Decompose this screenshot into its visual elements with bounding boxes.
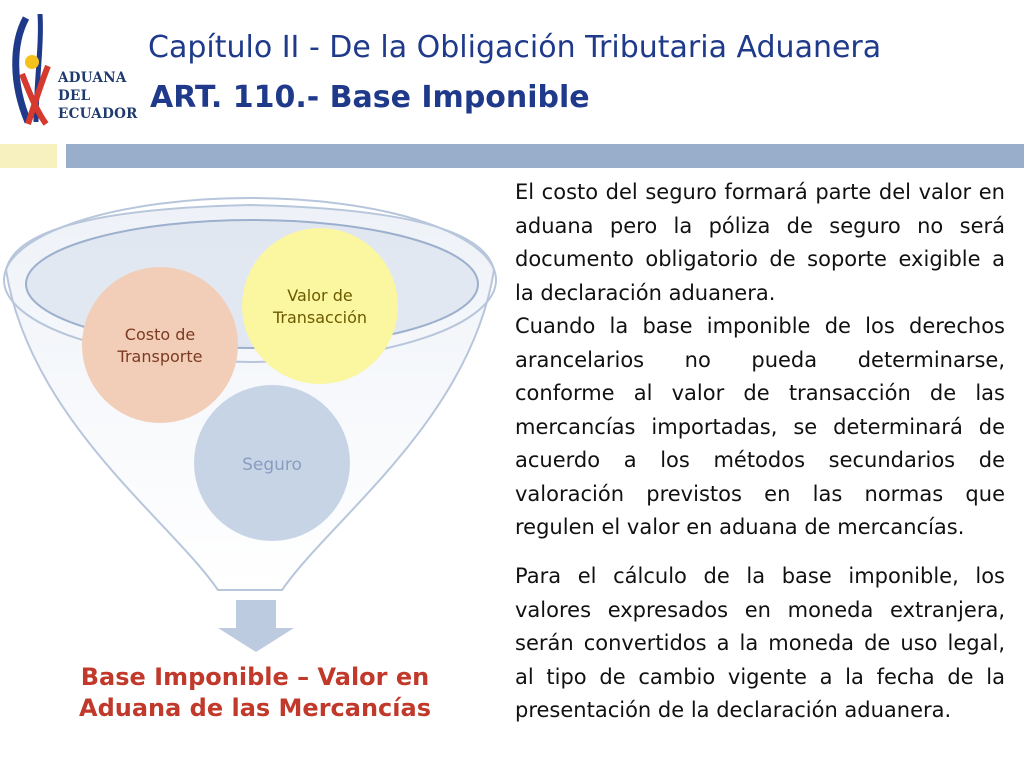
bubble-costo-label-line2: Transporte xyxy=(117,347,203,366)
bubble-valor-label-line1: Valor de xyxy=(287,286,353,305)
slide-subtitle: ART. 110.- Base Imponible xyxy=(150,80,590,115)
paragraph-moneda-extranjera: Para el cálculo de la base imponible, los valores expresados en moneda extranjera, serán convertidos a la moneda de uso legal, al tipo de cambio vigente a la fecha de la presentación de la declaración aduanera. xyxy=(515,564,1005,722)
logo-text-del: DEL xyxy=(58,88,91,104)
bubble-seguro-label: Seguro xyxy=(242,455,302,475)
result-label-line1: Base Imponible – Valor en xyxy=(80,663,430,691)
result-label-line2: Aduana de las Mercancías xyxy=(79,694,431,722)
bubble-costo-transporte xyxy=(82,267,238,423)
paragraph-metodos-secundarios: Cuando la base imponible de los derechos arancelarios no pueda determinarse, conforme al valor de transacción de las mercancías importadas, se determinará de acuerdo a los métodos secundarios de valoración previstos en las normas que regulen el valor en aduana de mercancías. xyxy=(515,314,1005,539)
aduana-logo xyxy=(6,14,136,132)
logo-text-ecuador: ECUADOR xyxy=(58,106,138,122)
bubble-costo-label-line1: Costo de xyxy=(124,325,196,344)
result-label xyxy=(40,662,470,724)
paragraph-seguro: El costo del seguro formará parte del valor en aduana pero la póliza de seguro no será documento obligatorio de soporte exigible a la declaración aduanera. xyxy=(515,180,1005,305)
down-arrow-icon xyxy=(218,600,294,652)
header-bar xyxy=(66,144,1024,168)
header-bar-accent xyxy=(0,144,57,168)
bubble-valor-transaccion xyxy=(242,228,398,384)
logo-text-aduana: ADUANA xyxy=(58,70,127,86)
bubble-valor-label-line2: Transacción xyxy=(272,308,368,327)
slide-title: Capítulo II - De la Obligación Tributaria Aduanera xyxy=(148,30,882,65)
